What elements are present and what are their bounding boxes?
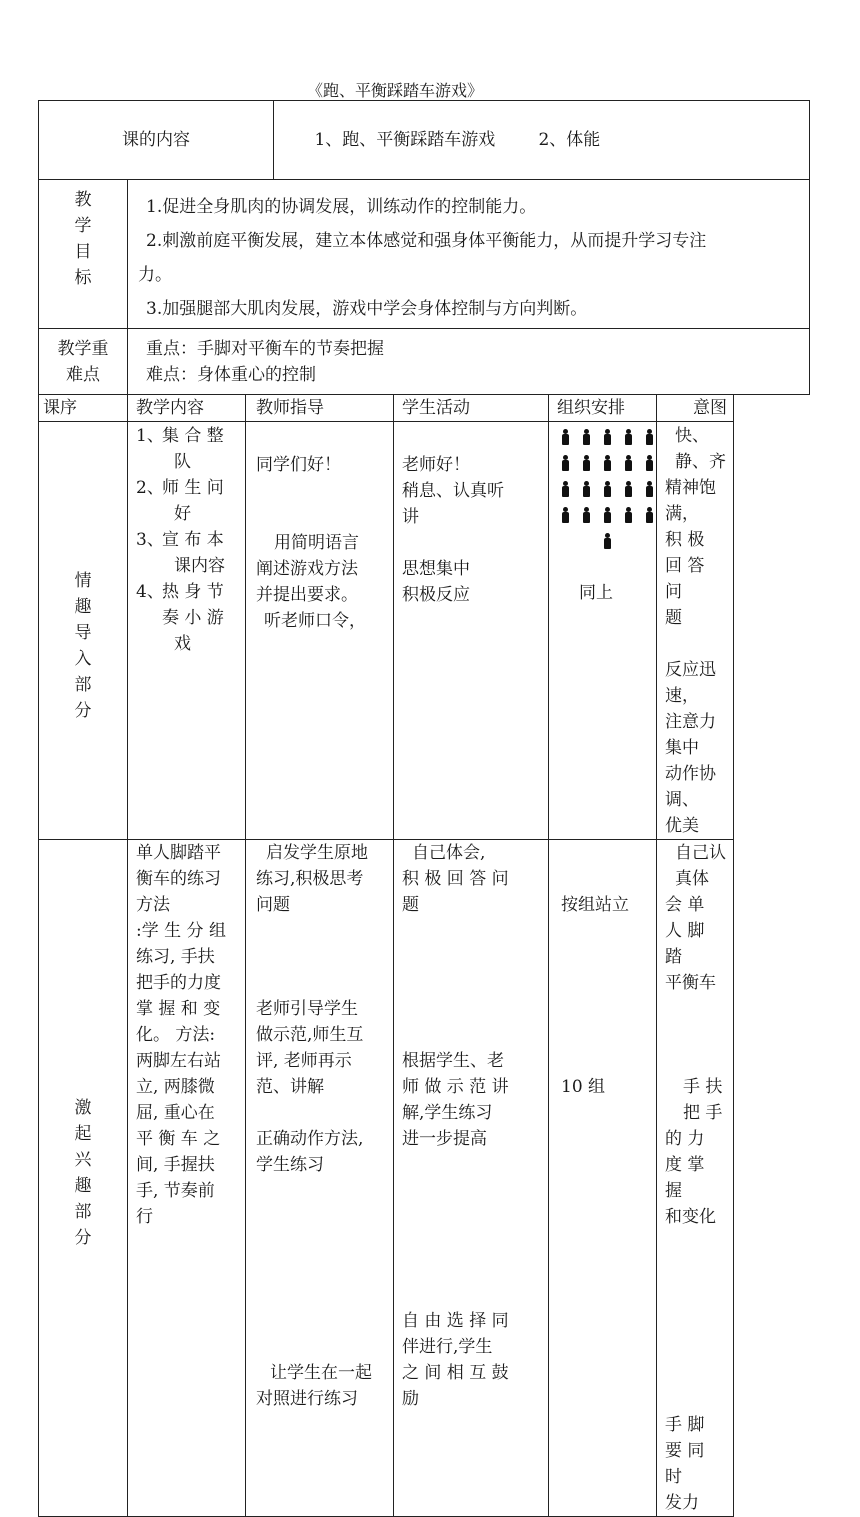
student-figure-icon — [561, 507, 570, 523]
teacher-line: 学生练习 — [256, 1155, 324, 1175]
content-line: 屈, 重心在 — [136, 1103, 215, 1123]
goal-line: 2.刺激前庭平衡发展，建立本体感觉和强身体平衡能力，从而提升学习专注 — [146, 231, 707, 251]
content-line: :学 生 分 组 — [136, 921, 226, 941]
content-line: 把手的力度 — [136, 973, 221, 993]
teacher-line: 范、讲解 — [256, 1077, 324, 1097]
difficult-point: 难点：身体重心的控制 — [146, 364, 316, 385]
keypoints-label-cell — [39, 329, 128, 395]
goal-line: 力。 — [138, 265, 172, 285]
section2-label-char: 趣 — [74, 1176, 92, 1196]
student-line: 老师好！ — [402, 455, 470, 475]
section1-intent-cell — [657, 422, 734, 840]
student-line: 进一步提高 — [402, 1129, 487, 1149]
section2-teacher-cell — [246, 840, 394, 1517]
teacher-line: 问题 — [256, 895, 290, 915]
student-line: 励 — [402, 1389, 419, 1409]
goals-label-char: 学 — [74, 216, 92, 236]
teacher-line: 并提出要求。 — [256, 585, 358, 605]
student-figure-icon — [624, 507, 633, 523]
student-line: 思想集中 — [402, 559, 470, 579]
teacher-line: 正确动作方法, — [256, 1129, 364, 1149]
student-figure-icon — [624, 455, 633, 471]
student-figure-icon — [603, 481, 612, 497]
content-line: 间, 手握扶 — [136, 1155, 215, 1175]
content-line: 行 — [136, 1207, 153, 1227]
org-same: 同上 — [579, 583, 613, 603]
header-cell: 组织安排 — [549, 395, 657, 422]
intent-line: 发力 — [665, 1493, 699, 1513]
section2-label-char: 兴 — [74, 1150, 92, 1170]
content-line: 两脚左右站 — [136, 1051, 221, 1071]
student-figure-icon — [582, 429, 591, 445]
org-line: 按组站立 — [561, 895, 629, 915]
intent-line: 精神饱满， — [665, 478, 716, 524]
student-figure-icon — [624, 481, 633, 497]
teacher-line: 老师引导学生 — [256, 999, 358, 1019]
student-figure-icon — [561, 481, 570, 497]
student-figure-icon — [582, 481, 591, 497]
keypoints-cell — [128, 329, 810, 395]
teacher-line: 用简明语言 — [274, 533, 359, 553]
goals-label-cell — [39, 180, 128, 329]
section1-label-char: 部 — [74, 674, 92, 695]
student-line: 自 由 选 择 同 — [402, 1311, 509, 1331]
lesson-title: 《跑、平衡踩踏车游戏》 — [306, 81, 483, 100]
section1-org-cell — [549, 422, 657, 840]
student-line: 根据学生、老 — [402, 1051, 504, 1071]
org-line: 10 组 — [561, 1077, 606, 1097]
formation-row — [561, 528, 612, 554]
student-figure-icon — [603, 533, 612, 549]
key-point: 重点：手脚对平衡车的节奏把握 — [146, 338, 384, 359]
teacher-line: 对照进行练习 — [256, 1389, 358, 1409]
content-line: 单人脚踏平 — [136, 843, 221, 863]
section1-content-cell — [128, 422, 246, 840]
content-line: 掌 握 和 变 — [136, 999, 221, 1019]
formation-row — [561, 424, 654, 450]
formation-row — [561, 502, 654, 528]
teacher-line: 同学们好！ — [256, 455, 341, 475]
section2-label-char: 部 — [74, 1202, 92, 1222]
student-figure-icon — [645, 481, 654, 497]
content-line: 练习, 手扶 — [136, 947, 215, 967]
content-line: 平 衡 车 之 — [136, 1129, 221, 1149]
content-item: 2、 师 生 问 好 — [136, 478, 224, 524]
section2-label-cell — [39, 840, 128, 1517]
intent-line: 快、静、齐 — [675, 426, 726, 472]
header-cell: 教师指导 — [246, 395, 394, 422]
content-line: 化。 方法: — [136, 1025, 216, 1045]
header-cell: 学生活动 — [394, 395, 549, 422]
section2-student-cell — [394, 840, 549, 1517]
keypoints-label-line: 教学重 — [57, 338, 109, 359]
intent-line: 积 极 回 答 问 — [665, 530, 705, 602]
section2-label-char: 激 — [74, 1098, 92, 1118]
content-line: 手, 节奏前 — [136, 1181, 215, 1201]
goals-label-char: 目 — [74, 242, 92, 262]
content-item: 3、 宣 布 本 课内容 — [136, 530, 225, 576]
header-cell: 意图 — [657, 395, 734, 422]
section1-label-char: 入 — [74, 648, 92, 669]
content-line: 衡车的练习 — [136, 869, 221, 889]
student-figure-icon — [603, 507, 612, 523]
intent-line: 的 力 度 掌 握 — [665, 1129, 705, 1201]
content-line: 方法 — [136, 895, 170, 915]
intent-line: 动作协调、 — [665, 764, 716, 810]
student-figure-icon — [582, 455, 591, 471]
intent-line: 题 — [665, 608, 682, 628]
section1-label-char: 分 — [74, 700, 92, 721]
intent-line: 和变化 — [665, 1207, 716, 1227]
student-line: 稍息、认真听 — [402, 481, 504, 501]
intent-line: 自己认真体 — [675, 843, 726, 889]
intent-line: 反应迅速， — [665, 660, 716, 706]
section1-student-cell — [394, 422, 549, 840]
formation-row — [561, 450, 654, 476]
student-line: 解,学生练习 — [402, 1103, 493, 1123]
content-label: 课的内容 — [122, 130, 190, 150]
teacher-line: 评, 老师再示 — [256, 1051, 352, 1071]
goals-cell — [128, 180, 810, 329]
student-figure-icon — [645, 455, 654, 471]
content-label-cell — [39, 101, 274, 180]
content-line: 立, 两膝微 — [136, 1077, 215, 1097]
goal-line: 1.促进全身肌肉的协调发展，训练动作的控制能力。 — [146, 197, 537, 217]
student-figure-icon — [603, 455, 612, 471]
intent-line: 优美 — [665, 816, 699, 836]
student-figure-icon — [582, 507, 591, 523]
section2-label-char: 起 — [74, 1124, 92, 1144]
teacher-line: 让学生在一起 — [270, 1363, 372, 1383]
content-value-cell — [274, 101, 810, 180]
section2-content-cell — [128, 840, 246, 1517]
section2-label-char: 分 — [74, 1228, 92, 1248]
section1-label-char: 情 — [74, 570, 92, 591]
student-line: 自己体会, — [412, 843, 486, 863]
formation-row — [561, 476, 654, 502]
content-item: 4、 热 身 节 奏 小 游 戏 — [136, 582, 224, 654]
teacher-line: 启发学生原地 — [266, 843, 368, 863]
student-figure-icon — [561, 429, 570, 445]
student-line: 之 间 相 互 鼓 — [402, 1363, 509, 1383]
keypoints-label-line: 难点 — [66, 364, 100, 385]
teacher-line: 阐述游戏方法 — [256, 559, 358, 579]
student-figure-icon — [603, 429, 612, 445]
student-line: 积 极 回 答 问 — [402, 869, 509, 889]
section2-org-cell — [549, 840, 657, 1517]
goal-line: 3.加强腿部大肌肉发展，游戏中学会身体控制与方向判断。 — [146, 299, 588, 319]
goals-label-char: 标 — [74, 268, 92, 288]
student-figure-icon — [645, 507, 654, 523]
section1-label-cell — [39, 422, 128, 840]
content-value: 1、跑、平衡踩踏车游戏 2、体能 — [314, 130, 601, 150]
teacher-line: 做示范,师生互 — [256, 1025, 364, 1045]
intent-line: 手 扶 把 手 — [683, 1077, 723, 1123]
intent-line: 手 脚 要 同 时 — [665, 1415, 705, 1487]
content-item: 1、 集 合 整 队 — [136, 426, 224, 472]
teacher-line: 听老师口令， — [264, 611, 366, 631]
section1-teacher-cell — [246, 422, 394, 840]
header-cell: 教学内容 — [128, 395, 246, 422]
intent-line: 平衡车 — [665, 973, 716, 993]
student-figure-icon — [624, 429, 633, 445]
header-cell: 课序 — [39, 395, 128, 422]
student-figure-icon — [645, 429, 654, 445]
intent-line: 注意力集中 — [665, 712, 716, 758]
teacher-line: 练习,积极思考 — [256, 869, 364, 889]
section1-label-char: 导 — [74, 622, 92, 643]
intent-line: 会 单 人 脚 踏 — [665, 895, 705, 967]
student-line: 积极反应 — [402, 585, 470, 605]
student-line: 师 做 示 范 讲 — [402, 1077, 509, 1097]
goals-label-char: 教 — [74, 190, 92, 210]
student-formation — [549, 422, 656, 554]
student-figure-icon — [561, 455, 570, 471]
student-line: 讲 — [402, 507, 419, 527]
student-line: 伴进行,学生 — [402, 1337, 493, 1357]
section2-intent-cell — [657, 840, 734, 1517]
lesson-plan-table — [38, 100, 810, 1517]
student-line: 题 — [402, 895, 419, 915]
section1-label-char: 趣 — [74, 596, 92, 617]
